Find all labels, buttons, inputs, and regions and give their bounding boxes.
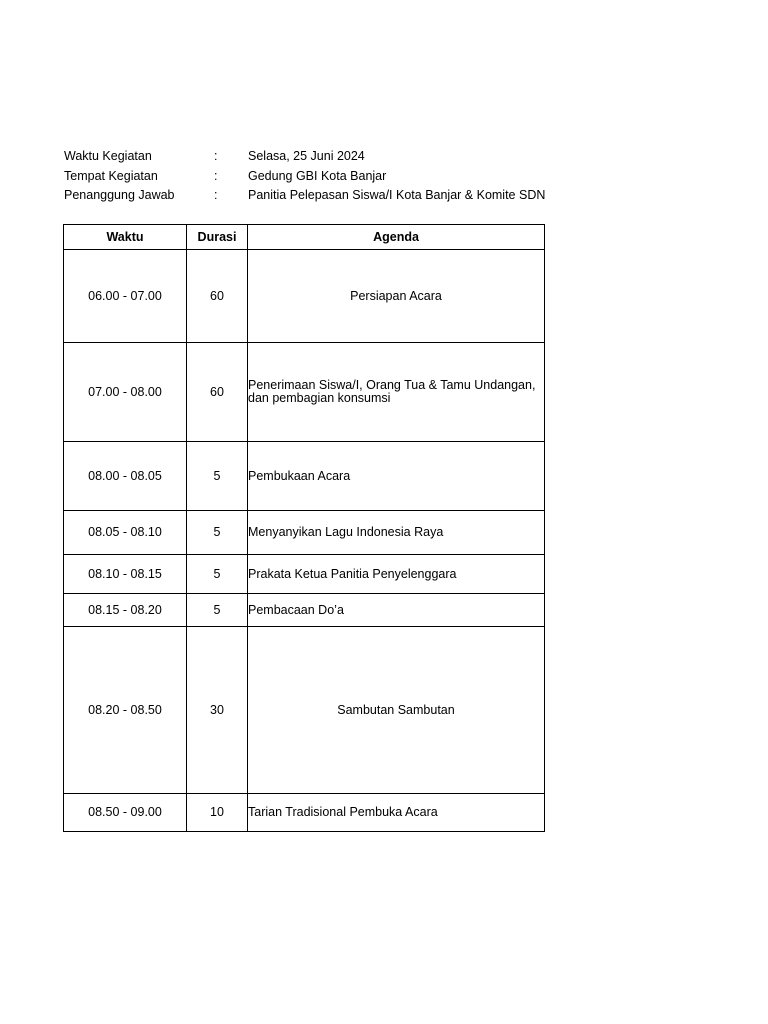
info-row-penanggung-jawab [64,186,564,206]
table-row [64,250,545,343]
info-row-tempat [64,167,564,187]
time-cell: 08.10 - 08.15 [64,555,187,594]
duration-cell: 5 [187,442,248,511]
column-header-agenda: Agenda [248,225,545,250]
info-label: Waktu Kegiatan [64,149,152,163]
agenda-cell: Persiapan Acara [248,250,545,343]
table-row [64,794,545,832]
info-label: Tempat Kegiatan [64,168,158,183]
info-separator: : [214,188,218,202]
duration-cell: 10 [187,794,248,832]
table-row [64,442,545,511]
duration-cell: 60 [187,250,248,343]
agenda-cell: Penerimaan Siswa/I, Orang Tua & Tamu Undangan, dan pembagian konsumsi [248,343,545,442]
duration-cell: 5 [187,594,248,627]
duration-cell: 60 [187,343,248,442]
time-cell: 08.05 - 08.10 [64,511,187,555]
info-value: Panitia Pelepasan Siswa/I Kota Banjar & Komite SDN [248,188,546,202]
duration-cell: 5 [187,555,248,594]
agenda-cell: Menyanyikan Lagu Indonesia Raya [248,511,545,555]
table-row [64,627,545,794]
info-value: Selasa, 25 Juni 2024 [248,149,365,163]
info-value: Gedung GBI Kota Banjar [248,168,387,183]
column-header-waktu: Waktu [64,225,187,250]
time-cell: 08.15 - 08.20 [64,594,187,627]
table-row [64,594,545,627]
table-row [64,343,545,442]
agenda-table [63,224,545,832]
time-cell: 06.00 - 07.00 [64,250,187,343]
time-cell: 08.50 - 09.00 [64,794,187,832]
agenda-cell: Tarian Tradisional Pembuka Acara [248,794,545,832]
agenda-cell: Pembukaan Acara [248,442,545,511]
info-separator: : [214,168,218,183]
agenda-cell: Pembacaan Do’a [248,594,545,627]
event-info [64,147,564,206]
info-label: Penanggung Jawab [64,188,175,202]
table-row [64,555,545,594]
time-cell: 08.00 - 08.05 [64,442,187,511]
info-separator: : [214,149,218,163]
agenda-cell: Sambutan Sambutan [248,627,545,794]
table-header-row [64,225,545,250]
info-row-waktu [64,147,564,167]
duration-cell: 5 [187,511,248,555]
time-cell: 07.00 - 08.00 [64,343,187,442]
duration-cell: 30 [187,627,248,794]
agenda-cell: Prakata Ketua Panitia Penyelenggara [248,555,545,594]
time-cell: 08.20 - 08.50 [64,627,187,794]
table-row [64,511,545,555]
column-header-durasi: Durasi [187,225,248,250]
